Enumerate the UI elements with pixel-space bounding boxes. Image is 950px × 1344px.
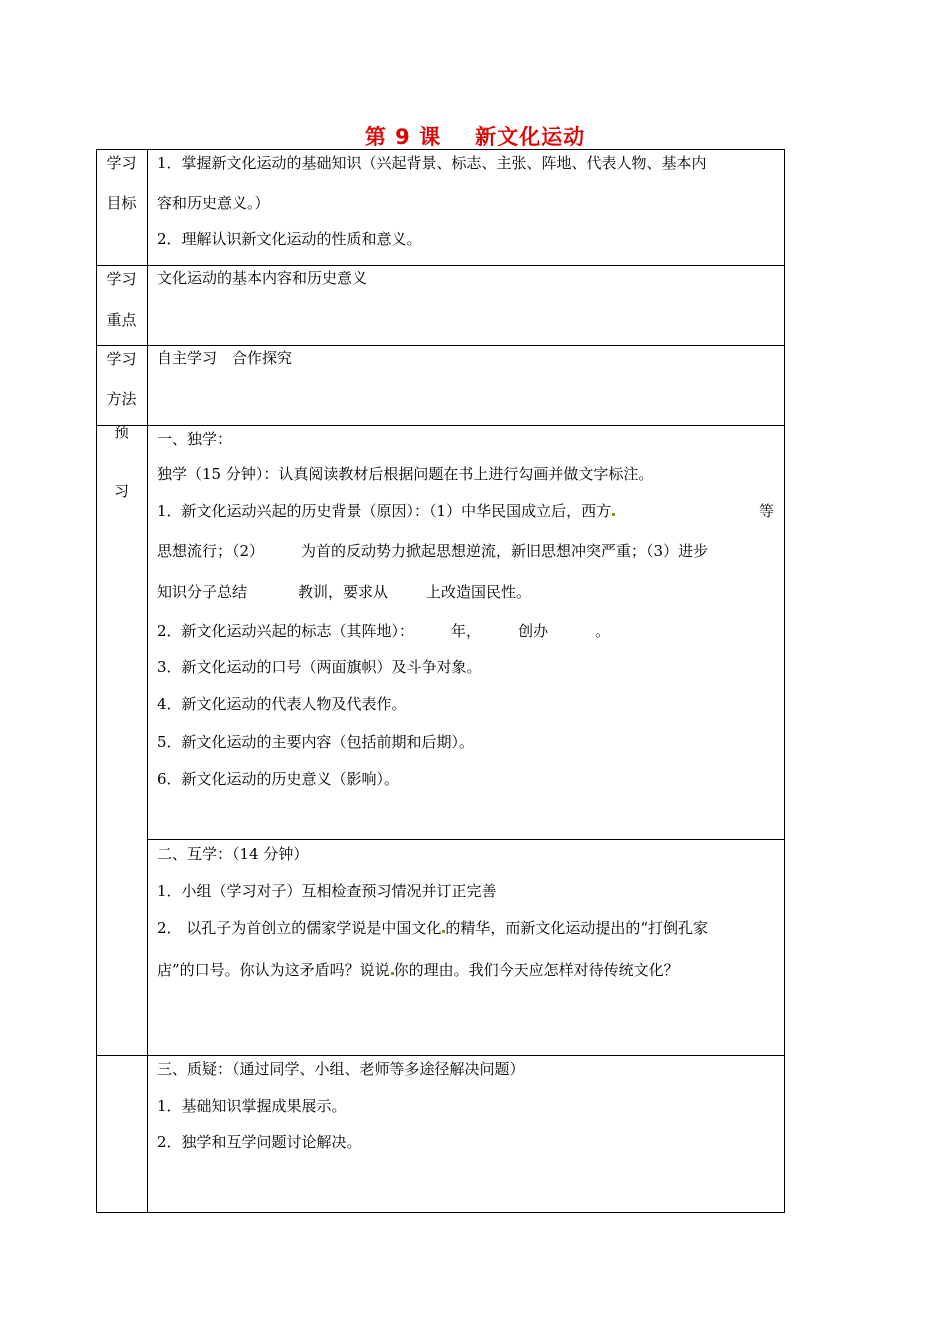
duxue-q1-line-2: 思想流行；（2） 为首的反动势力掀起思想逆流，新旧思想冲突严重；（3）进步 bbox=[157, 542, 709, 560]
goal-line-3: 2．理解认识新文化运动的性质和意义。 bbox=[157, 230, 422, 248]
huxue-q2-line-2: 店”的口号。你认为这矛盾吗？说说 你的理由。我们今天应怎样对待传统文化？ bbox=[157, 961, 679, 979]
duxue-q4: 4．新文化运动的代表人物及代表作。 bbox=[157, 695, 407, 713]
duxue-q2: 2．新文化运动兴起的标志（其阵地）： 年， 创办 。 bbox=[157, 622, 611, 640]
row-divider bbox=[96, 425, 785, 426]
mark-dot bbox=[612, 513, 615, 516]
preview-label-2: 习 bbox=[113, 482, 129, 500]
lesson-topic: 新文化运动 bbox=[475, 125, 586, 149]
duxue-intro: 独学（15 分钟）：认真阅读教材后根据问题在书上进行勾画并做文字标注。 bbox=[157, 465, 654, 483]
key-label-1: 学习 bbox=[106, 270, 137, 288]
duxue-q5: 5．新文化运动的主要内容（包括前期和后期）。 bbox=[157, 733, 475, 751]
goal-line-1: 1．掌握新文化运动的基础知识（兴起背景、标志、主张、阵地、代表人物、基本内 bbox=[157, 154, 707, 172]
duxue-q1-line-1-end: 等 bbox=[759, 502, 775, 520]
lesson-number: 第 9 课 bbox=[364, 125, 442, 149]
goal-line-2: 容和历史意义。） bbox=[157, 194, 270, 212]
method-label-1: 学习 bbox=[106, 350, 137, 368]
duxue-heading: 一、独学： bbox=[157, 430, 233, 448]
goal-label-2: 目标 bbox=[106, 194, 137, 212]
huxue-q1: 1．小组（学习对子）互相检查预习情况并订正完善 bbox=[157, 882, 497, 900]
table-border-top bbox=[96, 149, 785, 150]
huxue-heading: 二、互学：（14 分钟） bbox=[157, 845, 309, 863]
duxue-q3: 3．新文化运动的口号（两面旗帜）及斗争对象。 bbox=[157, 658, 482, 676]
method-text: 自主学习 合作探究 bbox=[157, 349, 293, 367]
row-divider bbox=[96, 345, 785, 346]
table-border-bottom bbox=[96, 1212, 785, 1213]
sub-row-divider bbox=[147, 839, 785, 840]
lesson-table bbox=[96, 149, 785, 1213]
zhiyi-q2: 2．独学和互学问题讨论解决。 bbox=[157, 1133, 362, 1151]
duxue-q1-line-3: 知识分子总结 教训，要求从 上改造国民性。 bbox=[157, 583, 532, 601]
huxue-q2-line-1: 2． 以孔子为首创立的儒家学说是中国文化 的精华，而新文化运动提出的“打倒孔家 bbox=[157, 919, 708, 937]
duxue-q6: 6．新文化运动的历史意义（影响）。 bbox=[157, 770, 400, 788]
table-border-right bbox=[784, 149, 785, 1213]
key-label-2: 重点 bbox=[106, 311, 137, 329]
preview-label-1: 预 bbox=[113, 423, 129, 441]
row-divider bbox=[96, 265, 785, 266]
goal-label-1: 学习 bbox=[106, 154, 137, 172]
duxue-q1-line-1: 1．新文化运动兴起的历史背景（原因）：（1）中华民国成立后，西方 bbox=[157, 501, 615, 521]
key-text: 文化运动的基本内容和历史意义 bbox=[157, 269, 368, 287]
row-divider bbox=[96, 1055, 785, 1056]
zhiyi-heading: 三、质疑：（通过同学、小组、老师等多途径解决问题） bbox=[157, 1060, 525, 1078]
column-divider bbox=[147, 149, 148, 1213]
zhiyi-q1: 1．基础知识掌握成果展示。 bbox=[157, 1097, 347, 1115]
method-label-2: 方法 bbox=[106, 390, 137, 408]
